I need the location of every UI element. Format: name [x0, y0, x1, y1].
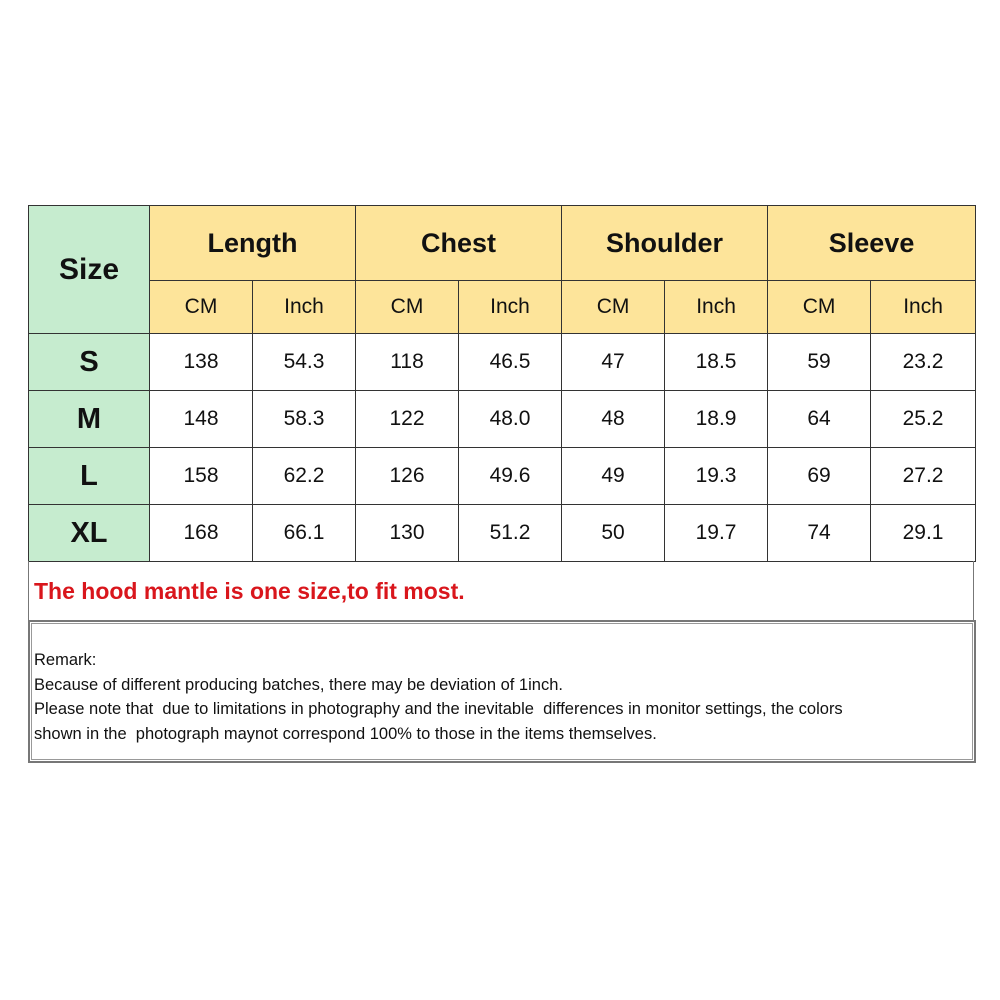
- header-sleeve: Sleeve: [768, 206, 976, 281]
- cell-sleeve-inch: 29.1: [871, 505, 976, 562]
- cell-chest-inch: 46.5: [459, 334, 562, 391]
- table-row: [29, 505, 976, 562]
- size-header: Size: [29, 206, 150, 334]
- header-row-units: [29, 281, 976, 334]
- remark-line: Please note that due to limitations in photography and the inevitable differences in monitor settings, the colors: [34, 700, 843, 718]
- unit-length-cm: CM: [150, 281, 253, 334]
- cell-length-cm: 168: [150, 505, 253, 562]
- size-label: L: [29, 448, 150, 505]
- cell-shoulder-cm: 48: [562, 391, 665, 448]
- table-row: [29, 391, 976, 448]
- unit-shoulder-cm: CM: [562, 281, 665, 334]
- cell-length-inch: 54.3: [253, 334, 356, 391]
- remark-title: Remark:: [34, 651, 97, 669]
- cell-sleeve-inch: 25.2: [871, 391, 976, 448]
- cell-chest-cm: 122: [356, 391, 459, 448]
- cell-shoulder-inch: 19.3: [665, 448, 768, 505]
- remark-box: [28, 620, 976, 763]
- size-table: [28, 205, 976, 562]
- size-label: XL: [29, 505, 150, 562]
- unit-chest-inch: Inch: [459, 281, 562, 334]
- cell-shoulder-cm: 50: [562, 505, 665, 562]
- cell-sleeve-cm: 74: [768, 505, 871, 562]
- cell-length-inch: 66.1: [253, 505, 356, 562]
- cell-shoulder-inch: 18.5: [665, 334, 768, 391]
- cell-sleeve-cm: 69: [768, 448, 871, 505]
- size-chart: [28, 205, 975, 562]
- remark-line: Because of different producing batches, there may be deviation of 1inch.: [34, 675, 563, 694]
- remark-line: shown in the photograph maynot correspond 100% to those in the items themselves.: [34, 724, 657, 743]
- cell-chest-inch: 51.2: [459, 505, 562, 562]
- table-row: [29, 448, 976, 505]
- note-text: The hood mantle is one size,to fit most.: [34, 578, 465, 604]
- one-size-note: [28, 561, 974, 620]
- size-label: M: [29, 391, 150, 448]
- cell-chest-inch: 49.6: [459, 448, 562, 505]
- cell-length-inch: 62.2: [253, 448, 356, 505]
- cell-sleeve-cm: 64: [768, 391, 871, 448]
- cell-length-inch: 58.3: [253, 391, 356, 448]
- cell-sleeve-inch: 27.2: [871, 448, 976, 505]
- cell-chest-inch: 48.0: [459, 391, 562, 448]
- cell-chest-cm: 118: [356, 334, 459, 391]
- cell-shoulder-cm: 49: [562, 448, 665, 505]
- header-shoulder: Shoulder: [562, 206, 768, 281]
- header-length: Length: [150, 206, 356, 281]
- cell-shoulder-inch: 19.7: [665, 505, 768, 562]
- unit-sleeve-cm: CM: [768, 281, 871, 334]
- cell-shoulder-inch: 18.9: [665, 391, 768, 448]
- unit-shoulder-inch: Inch: [665, 281, 768, 334]
- header-chest: Chest: [356, 206, 562, 281]
- size-label: S: [29, 334, 150, 391]
- cell-chest-cm: 130: [356, 505, 459, 562]
- unit-sleeve-inch: Inch: [871, 281, 976, 334]
- unit-chest-cm: CM: [356, 281, 459, 334]
- header-row-groups: [29, 206, 976, 281]
- cell-sleeve-cm: 59: [768, 334, 871, 391]
- cell-shoulder-cm: 47: [562, 334, 665, 391]
- cell-length-cm: 138: [150, 334, 253, 391]
- unit-length-inch: Inch: [253, 281, 356, 334]
- cell-length-cm: 148: [150, 391, 253, 448]
- table-row: [29, 334, 976, 391]
- remark-text: [34, 648, 843, 746]
- cell-chest-cm: 126: [356, 448, 459, 505]
- cell-length-cm: 158: [150, 448, 253, 505]
- cell-sleeve-inch: 23.2: [871, 334, 976, 391]
